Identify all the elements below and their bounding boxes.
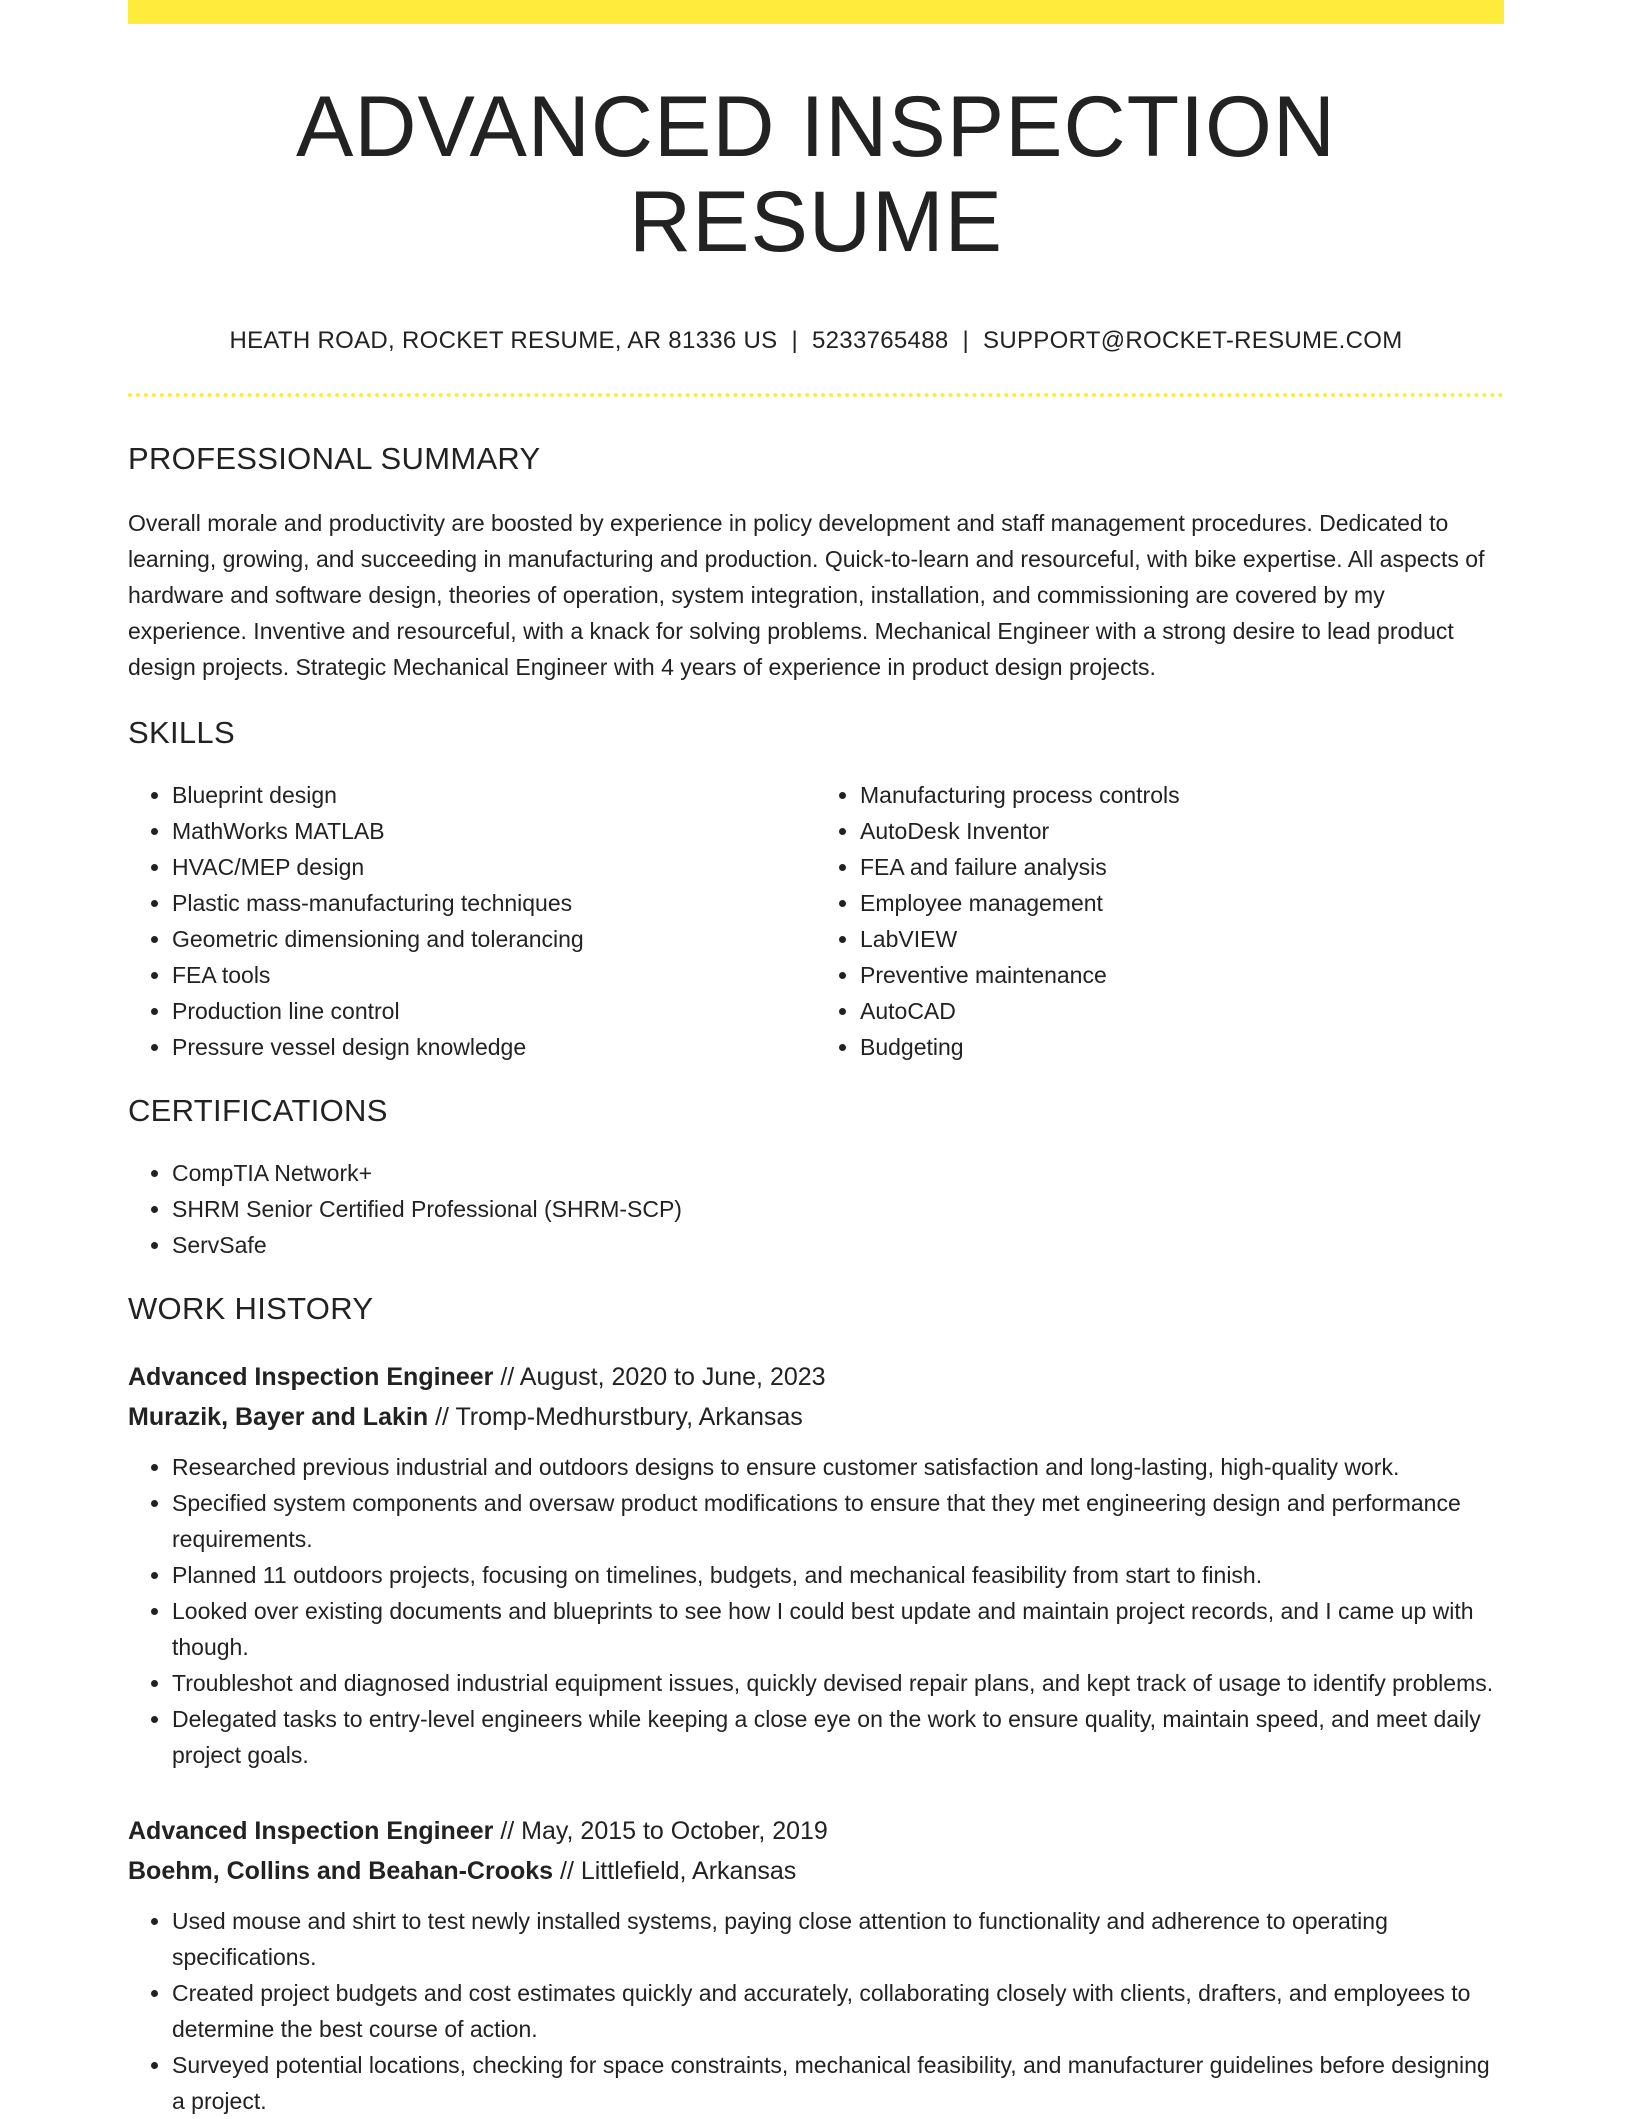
job-dates: // August, 2020 to June, 2023 bbox=[500, 1363, 826, 1392]
skill-item: • AutoCAD bbox=[860, 993, 1504, 1029]
skill-item: • AutoDesk Inventor bbox=[860, 813, 1504, 849]
job-location: // Tromp-Medhurstbury, Arkansas bbox=[435, 1403, 803, 1432]
skill-item: • Blueprint design bbox=[172, 777, 816, 813]
job-entry bbox=[128, 1811, 1504, 2119]
job-bullet: • Looked over existing documents and blueprints to see how I could best update and maintain project records, and I came up with though. bbox=[172, 1593, 1504, 1665]
job-bullet: • Surveyed potential locations, checking for space constraints, mechanical feasibility, and manufacturer guidelines before designing a project. bbox=[172, 2047, 1504, 2119]
section-title-summary: PROFESSIONAL SUMMARY bbox=[128, 441, 541, 477]
job-bullet: • Created project budgets and cost estimates quickly and accurately, collaborating closely with clients, drafters, and employees to determine the best course of action. bbox=[172, 1975, 1504, 2047]
job-entry bbox=[128, 1357, 1504, 1773]
skill-item: • Production line control bbox=[172, 993, 816, 1029]
resume-page bbox=[128, 0, 1504, 2119]
skill-item: • Geometric dimensioning and tolerancing bbox=[172, 921, 816, 957]
skill-item: • LabVIEW bbox=[860, 921, 1504, 957]
job-role-line bbox=[128, 1811, 1504, 1851]
top-accent-bar bbox=[128, 0, 1504, 24]
job-bullet: • Planned 11 outdoors projects, focusing on timelines, budgets, and mechanical feasibility from start to finish. bbox=[172, 1557, 1504, 1593]
job-company-line bbox=[128, 1397, 1504, 1437]
job-dates: // May, 2015 to October, 2019 bbox=[500, 1817, 828, 1846]
skill-item: • Preventive maintenance bbox=[860, 957, 1504, 993]
skill-item: • Plastic mass-manufacturing techniques bbox=[172, 885, 816, 921]
skill-item: • Budgeting bbox=[860, 1029, 1504, 1065]
skills-list-right bbox=[816, 777, 1504, 1065]
skill-item: • FEA and failure analysis bbox=[860, 849, 1504, 885]
job-company-line bbox=[128, 1851, 1504, 1891]
job-bullet: • Researched previous industrial and outdoors designs to ensure customer satisfaction and long-lasting, high-quality work. bbox=[172, 1449, 1504, 1485]
job-role: Advanced Inspection Engineer bbox=[128, 1363, 494, 1392]
job-role: Advanced Inspection Engineer bbox=[128, 1817, 494, 1846]
job-company: Murazik, Bayer and Lakin bbox=[128, 1403, 429, 1432]
header-divider bbox=[128, 393, 1504, 397]
contact-line bbox=[128, 327, 1504, 355]
certification-item: • SHRM Senior Certified Professional (SHRM-SCP) bbox=[172, 1191, 1504, 1227]
job-role-line bbox=[128, 1357, 1504, 1397]
summary-text: Overall morale and productivity are boosted by experience in policy development and staff management procedures. Dedicated to learning, growing, and succeeding in manufacturing and production. Quick-to-learn and resourceful, with bike expertise. All aspects of hardware and software design, theories of operation, system integration, installation, and commissioning are covered by my experience. Inventive and resourceful, with a knack for solving problems. Mechanical Engineer with a strong desire to lead product design projects. Strategic Mechanical Engineer with 4 years of experience in product design projects. bbox=[128, 510, 1485, 681]
skill-item: • Pressure vessel design knowledge bbox=[172, 1029, 816, 1065]
skill-item: • FEA tools bbox=[172, 957, 816, 993]
contact-separator: | bbox=[791, 327, 799, 355]
certification-item: • ServSafe bbox=[172, 1227, 1504, 1263]
resume-title: ADVANCED INSPECTION RESUME bbox=[296, 79, 1336, 270]
skill-item: • HVAC/MEP design bbox=[172, 849, 816, 885]
section-title-work-history: WORK HISTORY bbox=[128, 1291, 374, 1327]
skill-item: • MathWorks MATLAB bbox=[172, 813, 816, 849]
address: HEATH ROAD, ROCKET RESUME, AR 81336 US bbox=[229, 327, 778, 355]
section-title-certifications: CERTIFICATIONS bbox=[128, 1093, 388, 1129]
job-bullet-list bbox=[128, 1903, 1504, 2119]
skill-item: • Manufacturing process controls bbox=[860, 777, 1504, 813]
contact-separator: | bbox=[962, 327, 970, 355]
job-company: Boehm, Collins and Beahan-Crooks bbox=[128, 1857, 554, 1886]
certification-item: • CompTIA Network+ bbox=[172, 1155, 1504, 1191]
skills-columns bbox=[128, 777, 1504, 1065]
job-bullet-list bbox=[128, 1449, 1504, 1773]
section-title-skills: SKILLS bbox=[128, 715, 235, 751]
skills-list-left bbox=[128, 777, 816, 1065]
phone: 5233765488 bbox=[812, 327, 949, 355]
job-bullet: • Used mouse and shirt to test newly installed systems, paying close attention to functionality and adherence to operating specifications. bbox=[172, 1903, 1504, 1975]
email: SUPPORT@ROCKET-RESUME.COM bbox=[983, 327, 1403, 355]
job-bullet: • Troubleshot and diagnosed industrial equipment issues, quickly devised repair plans, and kept track of usage to identify problems. bbox=[172, 1665, 1504, 1701]
skill-item: • Employee management bbox=[860, 885, 1504, 921]
job-bullet: • Specified system components and oversaw product modifications to ensure that they met engineering design and performance requirements. bbox=[172, 1485, 1504, 1557]
job-bullet: • Delegated tasks to entry-level engineers while keeping a close eye on the work to ensure quality, maintain speed, and meet daily project goals. bbox=[172, 1701, 1504, 1773]
certifications-list bbox=[128, 1155, 1504, 1263]
job-location: // Littlefield, Arkansas bbox=[560, 1857, 797, 1886]
